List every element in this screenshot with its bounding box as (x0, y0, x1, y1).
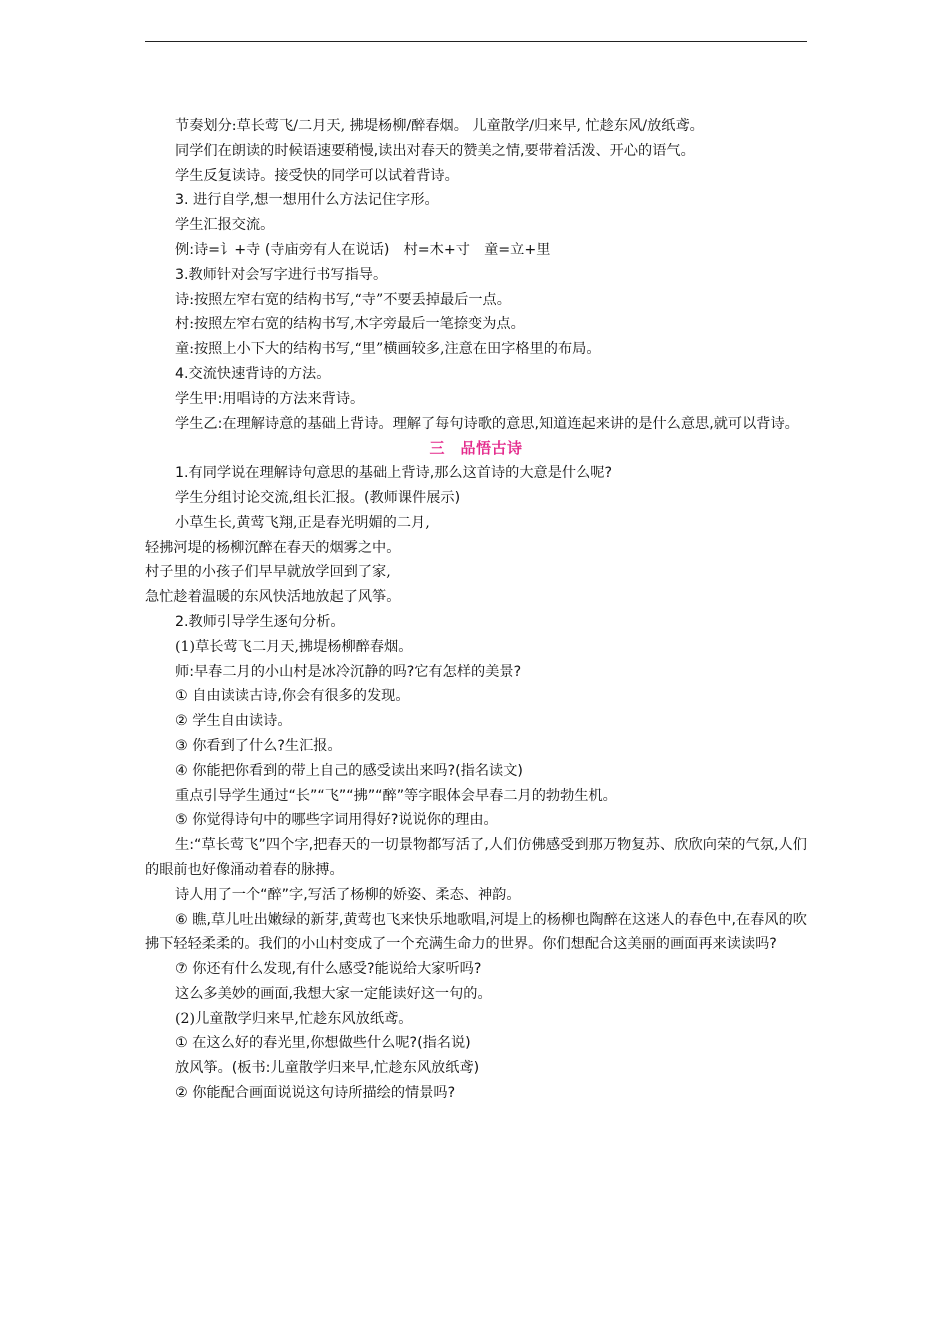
paragraph-line: ④ 你能把你看到的带上自己的感受读出来吗?(指名读文) (175, 762, 523, 779)
paragraph-line: 4.交流快速背诗的方法。 (175, 365, 331, 382)
paragraph-line: 放风筝。(板书:儿童散学归来早,忙趁东风放纸鸢) (175, 1060, 480, 1077)
section-heading: 三 品悟古诗 (429, 439, 523, 458)
paragraph-line: 诗人用了一个“醉”字,写活了杨柳的娇姿、柔态、神韵。 (175, 886, 521, 903)
paragraph-line: ① 在这么好的春光里,你想做些什么呢?(指名说) (175, 1035, 471, 1052)
paragraph-line: 1.有同学说在理解诗句意思的基础上背诗,那么这首诗的大意是什么呢? (175, 465, 613, 482)
paragraph-line: 村子里的小孩子们早早就放学回到了家, (145, 564, 391, 581)
header-rule (145, 41, 807, 42)
paragraph-line: ② 你能配合画面说说这句诗所描绘的情景吗? (175, 1085, 456, 1102)
paragraph-line: 这么多美妙的画面,我想大家一定能读好这一句的。 (175, 985, 492, 1002)
paragraph-line: ② 学生自由读诗。 (175, 713, 292, 730)
paragraph-line: 生:“草长莺飞”四个字,把春天的一切景物都写活了,人们仿佛感受到那万物复苏、欣欣向荣的气氛,人们的眼前也好像涌动着春的脉搏。 (145, 837, 807, 878)
paragraph-line: 重点引导学生通过“长”“飞”“拂”“醉”等字眼体会早春二月的勃勃生机。 (175, 787, 617, 804)
paragraph-line: 3. 进行自学,想一想用什么方法记住字形。 (175, 192, 439, 209)
paragraph-line: 小草生长,黄莺飞翔,正是春光明媚的二月, (175, 514, 430, 531)
paragraph-line: 2.教师引导学生逐句分析。 (175, 613, 345, 630)
paragraph-line: 诗:按照左窄右宽的结构书写,“寺”不要丢掉最后一点。 (175, 291, 511, 308)
paragraph-line: 3.教师针对会写字进行书写指导。 (175, 266, 388, 283)
paragraph-line: ⑤ 你觉得诗句中的哪些字词用得好?说说你的理由。 (175, 812, 498, 829)
paragraph-line: ⑥ 瞧,草儿吐出嫩绿的新芽,黄莺也飞来快乐地歌唱,河堤上的杨柳也陶醉在这迷人的春色中,在春风的吹拂下轻轻柔柔的。我们的小山村变成了一个充满生命力的世界。你们想配合这美丽的画面再来读读吗? (145, 911, 807, 953)
paragraph-line: ③ 你看到了什么?生汇报。 (175, 737, 342, 754)
document-body (145, 114, 807, 1106)
paragraph-line: (2)儿童散学归来早,忙趁东风放纸鸢。 (175, 1010, 413, 1027)
paragraph-line: 同学们在朗读的时候语速要稍慢,读出对春天的赞美之情,要带着活泼、开心的语气。 (175, 142, 695, 159)
paragraph-line: 例:诗=讠+寺 (寺庙旁有人在说话) 村=木+寸 童=立+里 (175, 241, 551, 258)
paragraph-line: 轻拂河堤的杨柳沉醉在春天的烟雾之中。 (145, 539, 401, 556)
paragraph-line: 村:按照左窄右宽的结构书写,木字旁最后一笔捺变为点。 (175, 316, 525, 333)
paragraph-line: 急忙趁着温暖的东风快活地放起了风筝。 (145, 589, 401, 606)
paragraph-line: 童:按照上小下大的结构书写,“里”横画较多,注意在田字格里的布局。 (175, 341, 601, 358)
paragraph-line: 学生乙:在理解诗意的基础上背诗。理解了每句诗歌的意思,知道连起来讲的是什么意思,就可以背诗。 (175, 415, 799, 432)
paragraph-line: 学生甲:用唱诗的方法来背诗。 (175, 390, 365, 407)
paragraph-line: 学生分组讨论交流,组长汇报。(教师课件展示) (175, 489, 461, 506)
paragraph-line: 学生反复读诗。接受快的同学可以试着背诗。 (175, 167, 459, 184)
paragraph-line: ① 自由读读古诗,你会有很多的发现。 (175, 688, 410, 705)
paragraph-line: (1)草长莺飞二月天,拂堤杨柳醉春烟。 (175, 638, 413, 655)
paragraph-line: 节奏划分:草长莺飞/二月天, 拂堤杨柳/醉春烟。 儿童散学/归来早, 忙趁东风/放纸鸢。 (175, 118, 704, 134)
paragraph-line: 师:早春二月的小山村是冰冷沉静的吗?它有怎样的美景? (175, 663, 522, 680)
paragraph-line: ⑦ 你还有什么发现,有什么感受?能说给大家听吗? (175, 961, 482, 978)
paragraph-line: 学生汇报交流。 (175, 217, 275, 234)
